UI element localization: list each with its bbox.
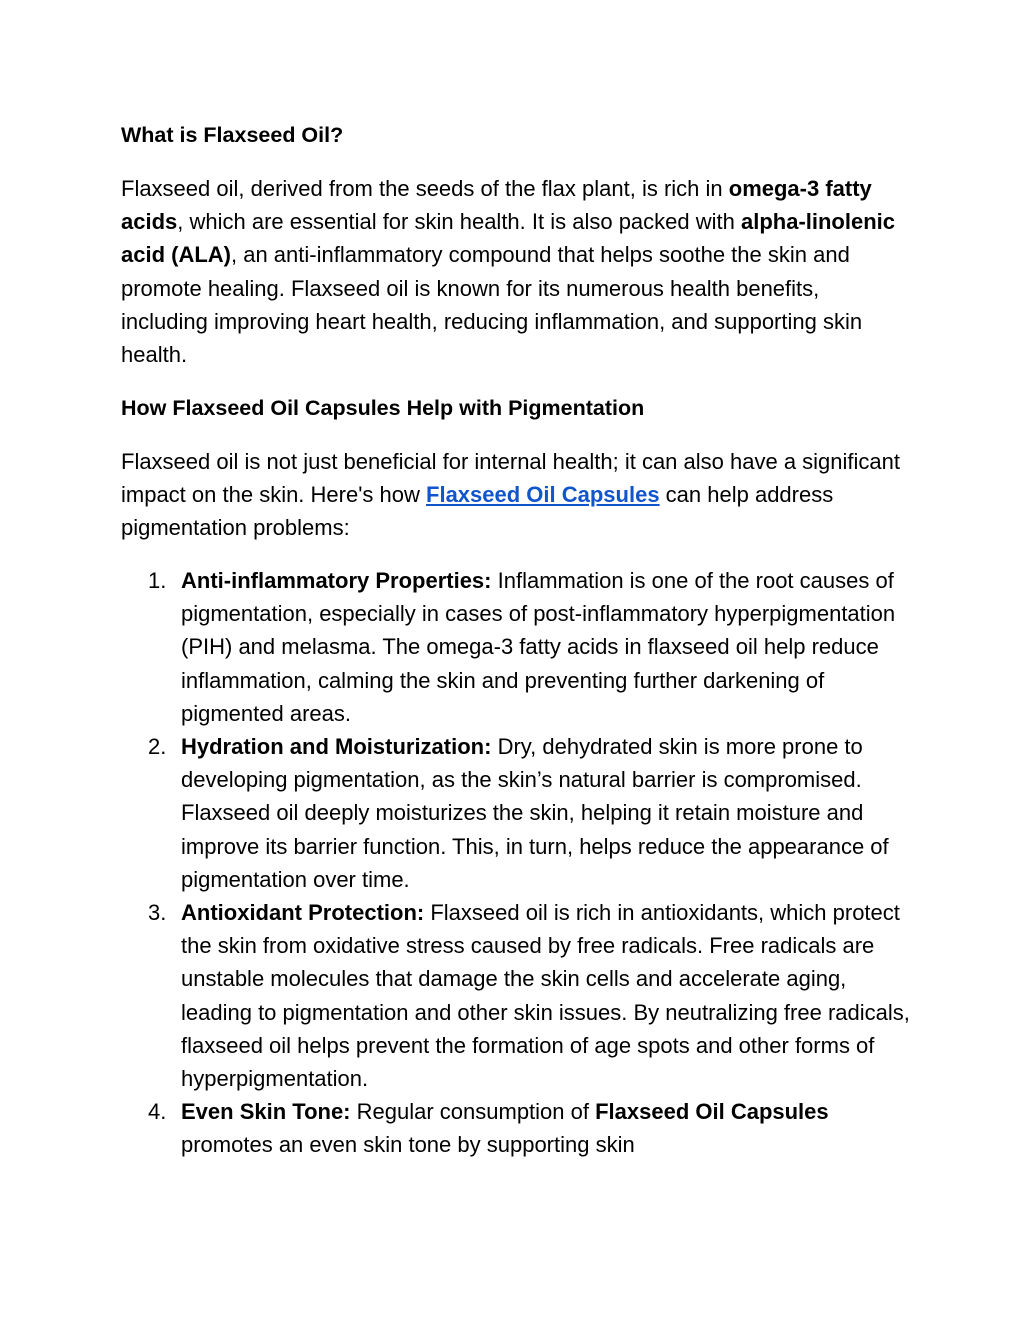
list-item-title: Antioxidant Protection:	[181, 900, 425, 926]
list-item-text: Regular consumption of	[350, 1099, 596, 1125]
benefits-list	[121, 564, 911, 1162]
text-span: , an anti-inflammatory compound that helps soothe the skin and promote healing. Flaxseed oil is known for its numerous health benefits, including improving heart health, reducing inflammation, and supporting skin health.	[121, 242, 863, 368]
text-span: , which are essential for skin health. It is also packed with	[177, 209, 741, 235]
list-item	[121, 564, 911, 730]
paragraph-flaxseed-oil-intro	[121, 172, 911, 371]
list-item-text: Dry, dehydrated skin is more prone to developing pigmentation, as the skin’s natural barrier is compromised. Flaxseed oil deeply moisturizes the skin, helping it retain moisture and improve its barrier function. This, in turn, helps reduce the appearance of pigmentation over time.	[181, 734, 889, 892]
bold-ala: alpha-linolenic acid (ALA)	[121, 209, 896, 268]
text-span: can help address pigmentation problems:	[121, 482, 834, 541]
flaxseed-oil-capsules-link[interactable]: Flaxseed Oil Capsules	[426, 482, 660, 508]
heading-how-capsules-help: How Flaxseed Oil Capsules Help with Pigmentation	[121, 396, 645, 420]
list-number: 1.	[148, 568, 167, 593]
list-item-title: Even Skin Tone:	[181, 1099, 351, 1125]
list-number: 4.	[148, 1099, 167, 1125]
paragraph-capsules-intro	[121, 445, 911, 545]
text-span: Flaxseed oil, derived from the seeds of the flax plant, is rich in	[121, 176, 729, 201]
list-item	[121, 730, 911, 896]
list-item-text: Flaxseed oil is rich in antioxidants, which protect the skin from oxidative stress caused by free radicals. Free radicals are unstable molecules that damage the skin cells and accelerate aging, leading to pigmentation and other skin issues. By neutralizing free radicals, flaxseed oil helps prevent the formation of age spots and other forms of hyperpigmentation.	[181, 900, 910, 1092]
list-item-title: Anti-inflammatory Properties:	[181, 568, 492, 593]
list-item	[121, 1095, 911, 1161]
list-number: 2.	[148, 734, 167, 760]
heading-what-is-flaxseed-oil: What is Flaxseed Oil?	[121, 123, 344, 147]
list-number: 3.	[148, 900, 167, 926]
bold-flaxseed-oil-capsules: Flaxseed Oil Capsules	[595, 1099, 829, 1125]
list-item	[121, 896, 911, 1095]
list-item-text: promotes an even skin tone by supporting skin	[181, 1132, 635, 1158]
bold-omega-3: omega-3 fatty acids	[121, 176, 872, 235]
list-item-title: Hydration and Moisturization:	[181, 734, 492, 760]
list-item-text: Inflammation is one of the root causes of pigmentation, especially in cases of post-inflammatory hyperpigmentation (PIH) and melasma. The omega-3 fatty acids in flaxseed oil help reduce inflammation, calming the skin and preventing further darkening of pigmented areas.	[181, 568, 896, 726]
text-span: Flaxseed oil is not just beneficial for internal health; it can also have a significant impact on the skin. Here's how	[121, 449, 900, 508]
